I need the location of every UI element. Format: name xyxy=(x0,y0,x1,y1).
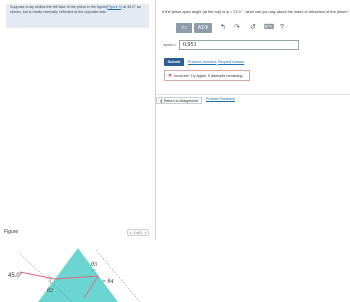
problem-text-before: Suppose a ray strikes the left face of the prism in the figure( xyxy=(10,5,108,9)
math-toolbar xyxy=(176,23,290,33)
figure-page-indicator: 1 of 1 xyxy=(133,230,143,235)
figure-header xyxy=(0,228,156,238)
reset-icon[interactable]: ↺ xyxy=(250,24,256,31)
feedback-box xyxy=(164,70,250,81)
incident-ray xyxy=(20,272,55,279)
answer-panel xyxy=(156,0,350,302)
incorrect-icon: ✕ xyxy=(168,72,173,79)
greek-symbols-button[interactable]: ΑΣΦ xyxy=(194,23,212,33)
theta2-label: θ2 xyxy=(47,288,53,294)
request-answer-link[interactable]: Request Answer xyxy=(218,60,245,64)
answer-input[interactable] xyxy=(179,40,299,50)
help-icon[interactable]: ? xyxy=(280,24,284,31)
action-row xyxy=(164,58,344,67)
figure-title: Figure xyxy=(4,229,19,235)
problem-statement xyxy=(6,4,149,28)
answer-row xyxy=(163,40,303,51)
template-button[interactable]: √□ xyxy=(176,23,192,33)
answer-value: 0.951 xyxy=(183,42,197,48)
provide-feedback-link[interactable]: Provide Feedback xyxy=(206,97,235,101)
problem-text-after: ) at 45.0° as shown, but is totally internally reflected at the opposite side. xyxy=(10,5,141,14)
theta3-label: θ3 xyxy=(91,262,97,268)
theta4-label: = θ4 xyxy=(102,279,114,285)
feedback-message: Incorrect; Try Again; 5 attempts remaining xyxy=(174,73,243,78)
answer-label: nprism > xyxy=(163,43,177,47)
submit-button[interactable]: Submit xyxy=(164,58,184,66)
question-text: If the prism apex angle (at the top) is φ = 72.0 °, what can you say about the index of refraction of the prism? xyxy=(162,9,349,14)
prism-figure xyxy=(0,240,156,302)
prism-diagram xyxy=(0,240,156,302)
figure-link[interactable]: Figure 1 xyxy=(107,5,121,9)
redo-icon[interactable]: ↷ xyxy=(234,24,240,31)
previous-answers-link[interactable]: Previous Answers xyxy=(188,60,217,64)
undo-icon[interactable]: ↰ xyxy=(220,24,226,31)
problem-panel xyxy=(0,0,156,302)
angle-arc-incident xyxy=(48,275,51,284)
figure-prev-button[interactable]: < xyxy=(129,230,132,235)
figure-next-button[interactable]: > xyxy=(144,230,147,235)
return-to-assignment-button[interactable]: ❮ Return to Assignment xyxy=(156,97,202,104)
footer-row xyxy=(156,94,350,105)
figure-pager xyxy=(127,229,149,236)
keyboard-icon[interactable]: ⌨ xyxy=(264,24,275,31)
incident-angle-label: 45.0° xyxy=(8,273,23,279)
